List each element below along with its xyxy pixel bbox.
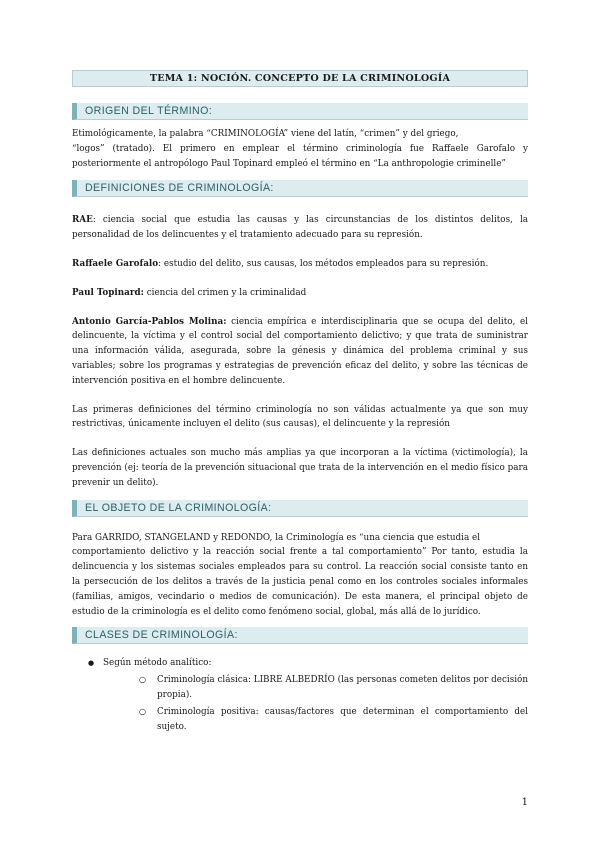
section-heading-clases: CLASES DE CRIMINOLOGÍA: xyxy=(72,627,528,644)
bullet-label: Según método analítico: xyxy=(103,658,212,669)
objeto-line-1: Para GARRIDO, STANGELAND y REDONDO, la Criminología es “una ciencia que estudia el xyxy=(72,532,481,543)
objeto-body xyxy=(72,531,528,620)
sub-list-item: ○ Criminología clásica: LIBRE ALBEDRÍO (las personas cometen delitos por decisión propia). xyxy=(139,673,528,703)
definition-label: Raffaele Garofalo xyxy=(72,258,159,269)
definition-text: ciencia del crimen y la criminalidad xyxy=(143,287,307,298)
objeto-paragraph: comportamiento delictivo y la reacción social frente a tal comportamiento” Por tanto, estudia la delincuencia y los sistemas sociales empleados para su control. La reacción social consiste tanto en la persecución de los delitos a través de la justicia penal como en los controles sociales informales (familias, amigos, vecindario o medios de comunicación). De esta manera, el principal objeto de estudio de la criminología es el delito como fenómeno social, global, más allá de lo jurídico. xyxy=(72,547,528,617)
section-heading-definiciones: DEFINICIONES DE CRIMINOLOGÍA: xyxy=(72,180,528,197)
definition-molina xyxy=(72,315,528,389)
section-heading-objeto: EL OBJETO DE LA CRIMINOLOGÍA: xyxy=(72,500,528,517)
origen-paragraph: “logos” (tratado). El primero en emplear el término criminología fue Raffaele Garofalo y posteriormente el antropólogo Paul Topinard empleó el término en “La anthropologie criminelle” xyxy=(72,143,528,169)
definition-text: : estudio del delito, sus causas, los métodos empleados para su represión. xyxy=(158,258,489,269)
definition-topinard xyxy=(72,286,528,301)
paragraph-primeras-definiciones: Las primeras definiciones del término criminología no son válidas actualmente ya que son muy restrictivas, únicamente incluyen el delito (sus causas), el delincuente y la represión xyxy=(72,404,528,430)
definition-text: ciencia empírica e interdisciplinaria que se ocupa del delito, el delincuente, la víctima y el control social del comportamiento delictivo; y que trata de suministrar una información válida, asegurada, sobre la génesis y dinámica del problema criminal y sus variables; sobre los programas y estrategias de prevención eficaz del delito, y sobre las técnicas de intervención positiva en el hombre delincuente. xyxy=(72,316,528,386)
definition-label: Paul Topinard: xyxy=(72,287,144,298)
origen-body xyxy=(72,127,528,171)
definition-rae xyxy=(72,213,528,243)
sub-list-item: ○ Criminología positiva: causas/factores que determinan el comportamiento del sujeto. xyxy=(139,705,528,735)
document-title: TEMA 1: NOCIÓN. CONCEPTO DE LA CRIMINOLOGÍA xyxy=(72,70,528,87)
paragraph-definiciones-actuales: Las definiciones actuales son mucho más amplias ya que incorporan a la víctima (victimología), la prevención (ej: teoría de la prevención situacional que trata de la intervención en el medio físico para prevenir un delito). xyxy=(72,448,528,488)
list-item xyxy=(88,656,528,734)
page-number: 1 xyxy=(521,797,528,808)
definition-label: RAE xyxy=(72,215,93,226)
definition-text: : ciencia social que estudia las causas y las circunstancias de los distintos delitos, la personalidad de los delincuentes y el tratamiento adecuado para su represión. xyxy=(72,215,528,241)
document-page xyxy=(72,70,528,736)
definition-label: Antonio García-Pablos Molina: xyxy=(72,316,227,327)
origen-line-1: Etimológicamente, la palabra “CRIMINOLOGÍA” viene del latín, “crimen” y del griego, xyxy=(72,129,459,139)
clases-list xyxy=(88,656,528,734)
sub-list xyxy=(139,673,528,734)
section-heading-origen: ORIGEN DEL TÉRMINO: xyxy=(72,103,528,120)
definition-garofalo xyxy=(72,257,528,272)
